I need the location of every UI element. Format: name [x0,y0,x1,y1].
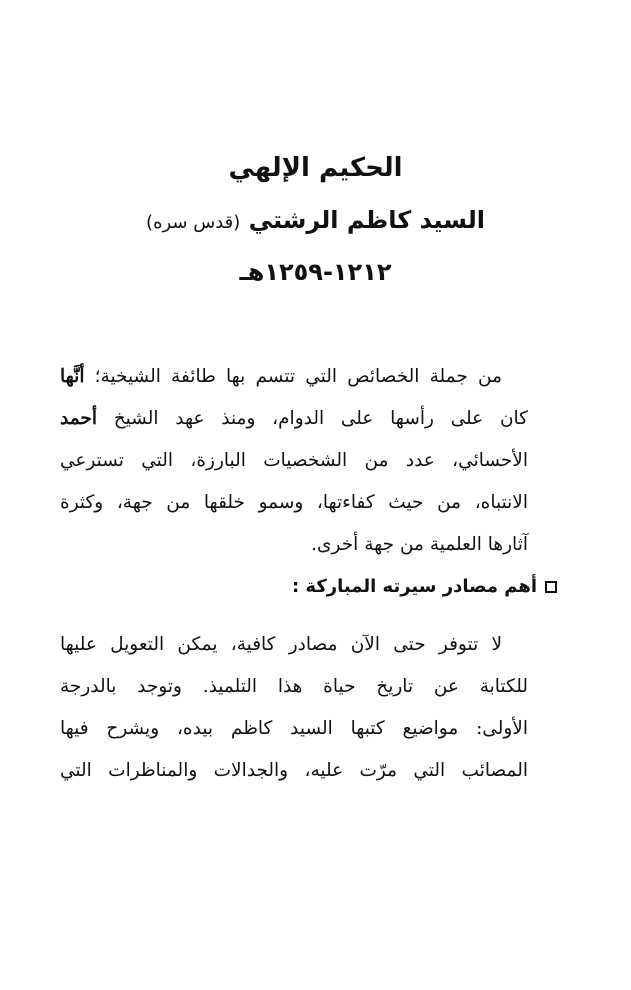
intro-paragraph [60,356,528,566]
section-heading [292,576,557,597]
sources-paragraph [60,624,528,792]
paragraph-line: المصائب التي مرّت عليه، والجدالات والمناظرات التي [60,760,528,781]
paragraph-line: للكتابة عن تاريخ حياة هذا التلميذ. وتوجد بالدرجة [60,676,528,697]
paragraph-line: آثارها العلمية من جهة أخرى. [311,534,528,555]
subject-name: السيد كاظم الرشتي [248,206,485,234]
chapter-dates: ١٢١٢-١٢٥٩هـ [239,258,392,286]
paragraph-line: الأولى: مواضيع كتبها السيد كاظم بيده، ويشرح فيها [60,718,528,739]
honorific-note: (قدس سره) [146,212,241,233]
paragraph-line: الانتباه، من حيث كفاءتها، وسمو خلقها من جهة، وكثرة [60,492,528,513]
chapter-subtitle [0,206,631,234]
square-bullet-icon [545,581,557,593]
paragraph-line: من جملة الخصائص التي تتسم بها طائفة الشيخية؛ أنَّها [60,366,502,387]
section-title: أهم مصادر سيرته المباركة : [291,576,537,597]
paragraph-line: لا تتوفر حتى الآن مصادر كافية، يمكن التعويل عليها [60,634,502,655]
paragraph-line: كان على رأسها على الدوام، ومنذ عهد الشيخ أحمد [60,408,528,429]
chapter-title: الحكيم الإلهي [228,153,403,183]
paragraph-line: الأحسائي، عدد من الشخصيات البارزة، التي تسترعي [60,450,528,471]
